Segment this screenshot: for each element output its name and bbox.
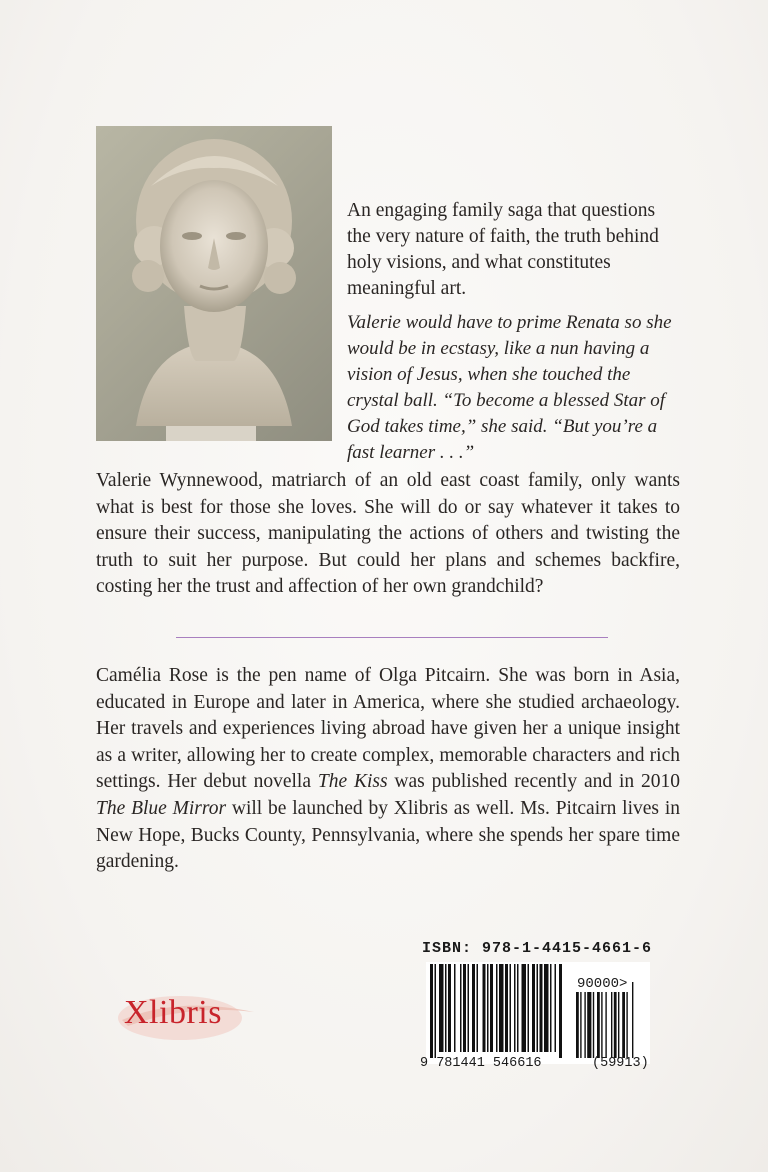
divider-line [176, 637, 608, 638]
barcode-bar [555, 964, 557, 1052]
author-bio [96, 663, 680, 876]
bio-title-the-blue-mirror: The Blue Mirror [96, 797, 227, 819]
excerpt-quote: Valerie would have to prime Renata so she would be in ecstasy, like a nun having a vision of Jesus, when she touched the crystal ball. “To become a blessed Star of God takes time,” she said. “But you’re a fast learner . . .” [347, 312, 672, 463]
synopsis-text: Valerie Wynnewood, matriarch of an old east coast family, only wants what is best for those she loves. She will do or say whatever it takes to ensure their success, manipulating the actions of others and twisting the truth to suit her purpose. But could her plans and schemes backfire, costing her the trust and affection of her own grandchild? [96, 470, 680, 597]
bio-part-1: Camélia Rose is the pen name of Olga Pitcairn. She was born in Asia, educated in Europe and later in America, where she studied archaeology. Her travels and experiences living abroad have given her a unique insight as a writer, allowing her to create complex, memorable characters and rich settings. Her debut novella [96, 665, 680, 793]
barcode-bar [496, 964, 498, 1052]
isbn-label: ISBN: 978-1-4415-4661-6 [422, 940, 653, 957]
barcode-bar [550, 964, 552, 1052]
publisher-logo [118, 990, 258, 1044]
barcode-bar [483, 964, 486, 1052]
barcode-addon-bar [605, 982, 606, 1058]
barcode-bar [430, 964, 433, 1058]
barcode-bar [448, 964, 451, 1052]
barcode-bar [499, 964, 504, 1052]
barcode-bar [439, 964, 444, 1052]
barcode-bar [540, 964, 543, 1052]
barcode-bar [468, 964, 470, 1052]
barcode-bar [477, 964, 479, 1052]
bio-title-the-kiss: The Kiss [317, 771, 388, 793]
barcode-bar [490, 964, 493, 1052]
barcode-bar [463, 964, 466, 1052]
barcode-bar [510, 964, 512, 1052]
barcode-addon-bar [584, 982, 585, 1058]
barcode-bar [544, 964, 549, 1052]
barcode-addon-bar [593, 982, 594, 1058]
isbn-barcode-block [420, 940, 654, 1078]
barcode-bar [435, 964, 437, 1058]
barcode-digits: 9 781441 546616 [420, 1056, 542, 1071]
barcode-addon-bar [597, 982, 600, 1058]
barcode-addon-bar [632, 982, 633, 1058]
barcode-bar [537, 964, 539, 1052]
barcode-bar [559, 964, 562, 1058]
bust-sculpture-image [96, 126, 332, 441]
barcode-bar [454, 964, 456, 1052]
publisher-name: Xlibris [124, 994, 222, 1031]
barcode-addon-bar [618, 982, 619, 1058]
barcode-bar [514, 964, 516, 1052]
barcode-bar [472, 964, 475, 1052]
barcode-bar [532, 964, 535, 1052]
bio-part-2: was published recently and in 2010 [387, 771, 680, 793]
barcode-addon-bar [576, 982, 579, 1058]
barcode-addon-bar [587, 982, 591, 1058]
barcode-bar [528, 964, 530, 1052]
bust-photo [96, 126, 332, 441]
barcode-bar [505, 964, 508, 1052]
barcode-addon-bar [611, 982, 612, 1058]
barcode-addon-bar [614, 982, 617, 1058]
bio-part-3: will be launched by Xlibris as well. Ms. Pitcairn lives in New Hope, Bucks County, Pennsylvania, where she spends her spare time gardening. [96, 797, 680, 873]
barcode-price-code: 90000> [577, 976, 628, 992]
barcode-bar [487, 964, 489, 1052]
barcode-bar [522, 964, 527, 1052]
barcode-bar [460, 964, 462, 1052]
intro-text: An engaging family saga that questions the very nature of faith, the truth behind holy visions, and what constitutes meaningful art. [347, 200, 659, 299]
barcode [426, 962, 650, 1064]
barcode-addon-bar [622, 982, 625, 1058]
barcode-bar [517, 964, 519, 1052]
barcode-addon-bar [626, 982, 627, 1058]
barcode-addon-code: (59913) [592, 1056, 649, 1071]
barcode-bar [445, 964, 447, 1052]
barcode-addon-bar [580, 982, 581, 1058]
barcode-addon-bar [601, 982, 602, 1058]
